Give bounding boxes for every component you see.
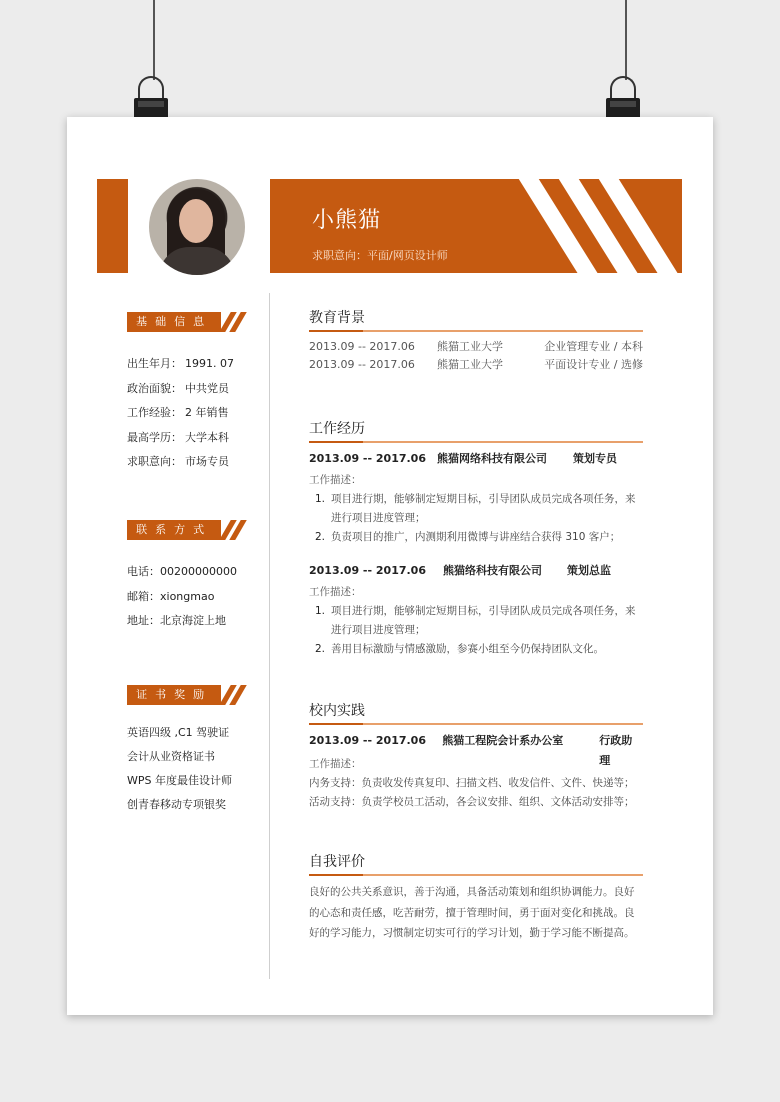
basic-info-list [127, 352, 247, 475]
column-divider [269, 293, 270, 979]
hanging-wire-left [153, 0, 155, 80]
work-section [309, 417, 643, 659]
education-section [309, 306, 643, 374]
contact-address: 地址：北京海淀上地 [127, 614, 226, 627]
education-row: 2013.09 -- 2017.06 熊猫工业大学 平面设计专业 / 选修 [309, 358, 643, 371]
job-desc-label: 工作描述： [309, 586, 362, 598]
job-desc-item: 2. 负责项目的推广，内测期利用微博与讲座结合获得 310 客户； [315, 531, 621, 543]
contact-list [127, 560, 247, 634]
work-title: 工作经历 [309, 421, 365, 437]
section-underline [309, 330, 643, 332]
info-row: 最高学历： 大学本科 [127, 430, 229, 444]
basic-info-section [127, 312, 247, 475]
self-eval-section [309, 850, 643, 944]
job-desc-label: 工作描述： [309, 474, 362, 486]
cert-item: WPS 年度最佳设计师 [127, 774, 232, 787]
section-underline [309, 441, 643, 443]
basic-info-header [127, 312, 241, 332]
name-banner [270, 179, 682, 273]
job-header: 2013.09 -- 2017.06 熊猫络科技有限公司 策划总监 [309, 564, 611, 577]
profile-photo [149, 179, 245, 275]
contact-header [127, 520, 241, 540]
campus-desc-label: 工作描述： [309, 758, 362, 770]
basic-info-title: 基础信息 [127, 312, 221, 332]
resume-sheet [67, 117, 713, 1015]
cert-item: 英语四级 ,C1 驾驶证 [127, 726, 230, 739]
contact-phone: 电话：00200000000 [127, 565, 237, 578]
self-eval-title: 自我评价 [309, 854, 365, 870]
campus-section [309, 699, 643, 812]
certs-section [127, 685, 247, 817]
job-desc-item: 1. 项目进行期，能够制定短期目标，引导团队成员完成各项任务，来进行项目进度管理； [315, 605, 636, 636]
job-desc-item: 2. 善用目标激励与情感激励，参赛小组至今仍保持团队文化。 [315, 643, 604, 655]
campus-desc-line: 内务支持：负责收发传真复印、扫描文档、收发信件、文件、快递等； [309, 777, 635, 789]
section-underline [309, 723, 643, 725]
job-header: 2013.09 -- 2017.06 熊猫网络科技有限公司 策划专员 [309, 452, 617, 465]
cert-item: 创青春移动专项银奖 [127, 798, 226, 811]
education-title: 教育背景 [309, 310, 365, 326]
candidate-name: 小熊猫 [312, 208, 382, 233]
job-intent: 求职意向：平面/网页设计师 [312, 249, 448, 262]
certs-header [127, 685, 241, 705]
job-desc-item: 1. 项目进行期，能够制定短期目标，引导团队成员完成各项任务，来进行项目进度管理； [315, 493, 636, 524]
info-row: 工作经验： 2 年销售 [127, 406, 229, 419]
education-row: 2013.09 -- 2017.06 熊猫工业大学 企业管理专业 / 本科 [309, 340, 643, 353]
campus-header: 2013.09 -- 2017.06 熊猫工程院会计系办公室 行政助理 [309, 734, 633, 767]
cert-item: 会计从业资格证书 [127, 750, 215, 763]
campus-title: 校内实践 [309, 703, 365, 719]
header-accent-bar [97, 179, 128, 273]
info-row: 求职意向： 市场专员 [127, 455, 229, 468]
contact-email: 邮箱：xiongmao [127, 589, 215, 603]
certs-title: 证书奖励 [127, 685, 221, 705]
info-row: 政治面貌： 中共党员 [127, 381, 229, 395]
section-underline [309, 874, 643, 876]
self-eval-text: 良好的公共关系意识，善于沟通，具备活动策划和组织协调能力。良好的心态和责任感，吃苦耐劳，擅于管理时间，勇于面对变化和挑战。良好的学习能力，习惯制定切实可行的学习计划，勤于学习能不断提高。 [309, 886, 635, 939]
info-row: 出生年月： 1991. 07 [127, 357, 234, 370]
hanging-wire-right [625, 0, 627, 80]
campus-desc-line: 活动支持：负责学校员工活动，各会议安排、组织、文体活动安排等； [309, 796, 635, 808]
contact-section [127, 520, 247, 634]
certs-list [127, 721, 247, 817]
contact-title: 联系方式 [127, 520, 221, 540]
